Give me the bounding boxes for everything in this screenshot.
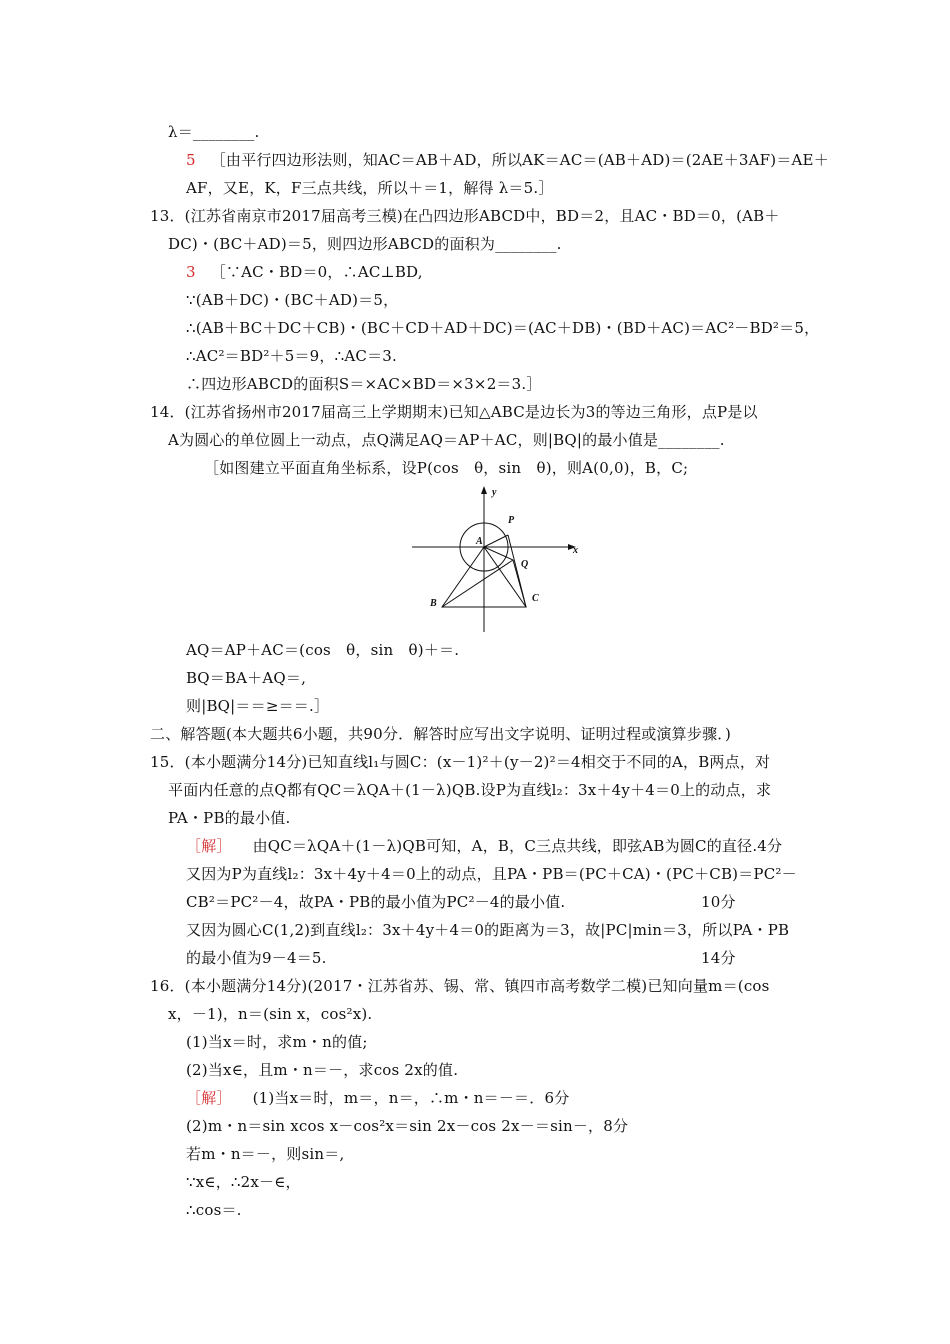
text-line: λ＝________. — [168, 123, 260, 141]
text-line — [186, 947, 816, 969]
segment-bq — [442, 560, 513, 607]
text-line: ∴cos＝. — [186, 1201, 242, 1219]
label-q: Q — [521, 559, 529, 570]
coordinate-figure — [408, 482, 584, 634]
text-span: ［∵AC・BD＝0，∴AC⊥BD, — [210, 263, 423, 281]
solution-tag: ［解］ — [186, 837, 232, 855]
text-line — [186, 1087, 569, 1109]
text-line: (2)m・n＝sin xcos x－cos²x＝sin 2x－cos 2x－＝sin－，8分 — [186, 1117, 629, 1135]
label-y: y — [492, 487, 497, 498]
text-line: BQ＝BA＋AQ＝, — [186, 669, 307, 687]
score-mark: 14分 — [701, 949, 736, 967]
label-b: B — [430, 598, 437, 609]
text-line — [186, 835, 782, 857]
text-line: ∵(AB＋DC)・(BC＋AD)＝5， — [186, 291, 399, 309]
text-line: 平面内任意的点Q都有QC＝λQA＋(1－λ)QB.设P为直线l₂：3x＋4y＋4＝0上的动点，求 — [168, 781, 772, 799]
text-line: ∵x∈，∴2x－∈， — [186, 1173, 301, 1191]
text-line: (2)当x∈，且m・n＝－，求cos 2x的值. — [186, 1061, 459, 1079]
text-span: CB²＝PC²－4，故PA・PB的最小值为PC²－4的最小值. — [186, 893, 566, 911]
text-line: AQ＝AP＋AC＝(cos θ，sin θ)＋＝. — [186, 641, 460, 659]
text-line: ∴AC²＝BD²＋5＝9，∴AC＝3. — [186, 347, 397, 365]
label-a: A — [476, 536, 483, 547]
section-heading: 二、解答题(本大题共6小题，共90分．解答时应写出文字说明、证明过程或演算步骤．) — [150, 725, 732, 743]
text-line — [186, 149, 829, 171]
y-axis-arrow — [481, 486, 487, 494]
problem-15-line: 15．(本小题满分14分)已知直线l₁与圆C：(x－1)²＋(y－2)²＝4相交于不同的A，B两点，对 — [150, 753, 771, 771]
text-line: ［如图建立平面直角坐标系，设P(cos θ，sin θ)，则A(0,0)，B，C; — [204, 459, 689, 477]
label-x: x — [573, 545, 578, 556]
label-p: P — [508, 515, 515, 526]
text-line: AF，又E，K，F三点共线，所以＋＝1，解得 λ＝5.］ — [186, 179, 554, 197]
text-span: 的最小值为9－4＝5. — [186, 949, 327, 967]
problem-13-line: 13．(江苏省南京市2017届高考三模)在凸四边形ABCD中，BD＝2，且AC・BD＝0，(AB＋ — [150, 207, 780, 225]
score-mark: 10分 — [701, 893, 736, 911]
label-c: C — [532, 593, 539, 604]
text-line — [186, 891, 816, 913]
text-span: ［由平行四边形法则，知AC＝AB＋AD，所以AK＝AC＝(AB＋AD)＝(2AE＋3AF)＝AE＋ — [210, 151, 829, 169]
text-line: x，－1)，n＝(sin x，cos²x). — [168, 1005, 373, 1023]
text-line — [186, 261, 423, 283]
text-line: 则|BQ|＝＝≥＝＝.］ — [186, 697, 330, 715]
problem-16-line: 16．(本小题满分14分)(2017・江苏省苏、锡、常、镇四市高考数学二模)已知向量m＝(cos — [150, 977, 770, 995]
text-span: (1)当x＝时，m＝，n＝，∴m・n＝－＝．6分 — [252, 1089, 570, 1107]
problem-14-line: 14．(江苏省扬州市2017届高三上学期期末)已知△ABC是边长为3的等边三角形，点P是以 — [150, 403, 758, 421]
segment-ap — [484, 535, 508, 547]
text-line: PA・PB的最小值. — [168, 809, 291, 827]
text-line: ∴四边形ABCD的面积S＝×AC×BD＝×3×2＝3.］ — [186, 375, 542, 393]
solution-tag: ［解］ — [186, 1089, 232, 1107]
text-line: DC)・(BC＋AD)＝5，则四边形ABCD的面积为________. — [168, 235, 562, 253]
text-line: 又因为P为直线l₂：3x＋4y＋4＝0上的动点，且PA・PB＝(PC＋CA)・(PC＋CB)＝PC²－ — [186, 865, 797, 883]
text-line: ∴(AB＋BC＋DC＋CB)・(BC＋CD＋AD＋DC)＝(AC＋DB)・(BD＋AC)＝AC²－BD²＝5， — [186, 319, 820, 337]
answer-number: 5 — [186, 151, 196, 169]
text-line: A为圆心的单位圆上一动点，点Q满足AQ＝AP＋AC，则|BQ|的最小值是________. — [168, 431, 725, 449]
segment-pc — [508, 535, 529, 607]
answer-number: 3 — [186, 263, 196, 281]
text-line: 又因为圆心C(1,2)到直线l₂：3x＋4y＋4＝0的距离为＝3，故|PC|min＝3，所以PA・PB — [186, 921, 790, 939]
text-line: (1)当x＝时，求m・n的值; — [186, 1033, 368, 1051]
text-span: 由QC＝λQA＋(1－λ)QB可知，A，B，C三点共线，即弦AB为圆C的直径.4分 — [252, 837, 783, 855]
text-line: 若m・n＝－，则sin＝, — [186, 1145, 345, 1163]
